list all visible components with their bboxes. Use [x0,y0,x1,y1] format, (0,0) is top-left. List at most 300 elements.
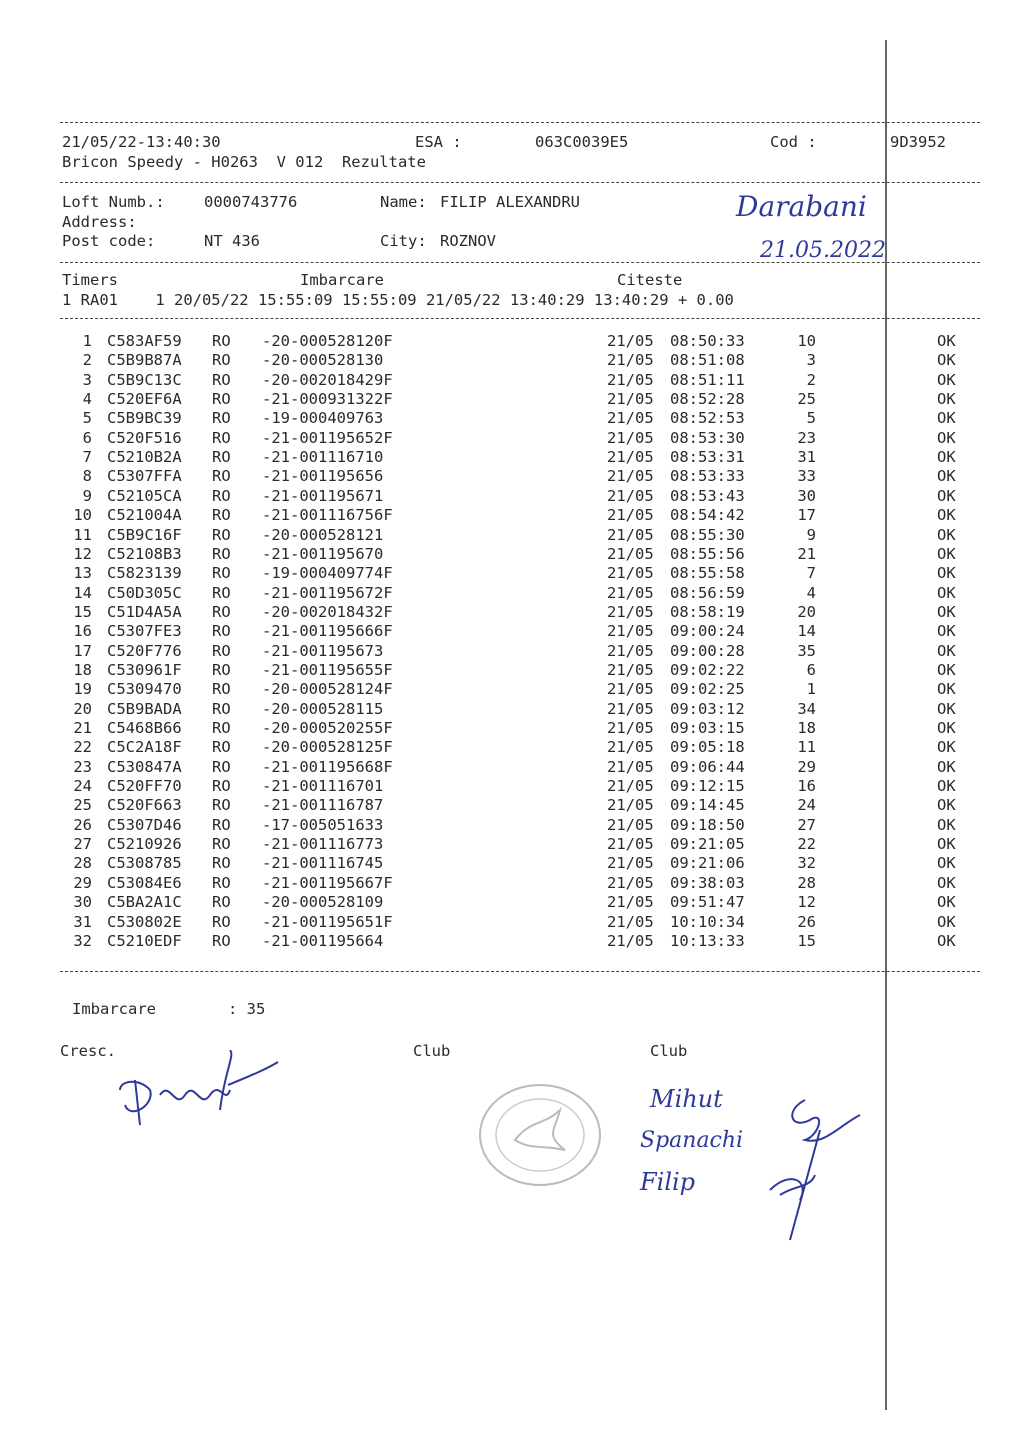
table-row [0,913,1024,933]
ring-number: -21-001195667F [262,873,393,892]
position: 17 [797,506,816,525]
table-row [0,738,1024,758]
address-label: Address: [62,213,137,231]
arrival-time: 08:50:33 [670,332,745,350]
country-code: RO [212,564,231,583]
status-ok: OK [937,893,956,912]
arrival-date: 21/05 [607,912,654,931]
arrival-date: 21/05 [607,873,654,892]
status-ok: OK [937,835,956,854]
position: 22 [797,835,816,854]
arrival-date: 21/05 [607,486,654,505]
status-ok: OK [937,486,956,505]
position: 30 [797,486,816,505]
arrival-time: 09:06:44 [670,757,745,776]
position: 1 [806,680,816,699]
row-number: 23 [73,757,92,776]
arrival-time: 08:55:56 [670,544,745,563]
status-ok: OK [937,544,956,563]
row-number: 14 [73,583,92,602]
signature-name-1: Mihut [650,1085,723,1113]
position: 27 [797,815,816,834]
device-line: Bricon Speedy - H0263 V 012 Rezultate [62,153,426,171]
row-number: 21 [73,719,92,737]
chip-id: C5210B2A [107,448,182,467]
arrival-time: 10:13:33 [670,931,745,950]
handwritten-place: Darabani [736,190,867,223]
arrival-date: 21/05 [607,583,654,602]
position: 6 [806,660,816,679]
arrival-date: 21/05 [607,506,654,525]
arrival-time: 08:53:30 [670,428,745,447]
separator-timers [60,318,980,319]
table-row [0,564,1024,584]
arrival-time: 08:51:11 [670,370,745,389]
arrival-date: 21/05 [607,525,654,544]
row-number: 18 [73,660,92,679]
chip-id: C5B9BADA [107,699,182,718]
country-code: RO [212,912,231,931]
table-row [0,874,1024,894]
arrival-date: 21/05 [607,757,654,776]
status-ok: OK [937,796,956,815]
table-row [0,429,1024,449]
country-code: RO [212,738,231,757]
chip-id: C521004A [107,506,182,525]
city-label: City: [380,232,427,250]
arrival-time: 09:02:25 [670,680,745,699]
country-code: RO [212,525,231,544]
imbarcare-total-value: : 35 [228,1000,266,1018]
position: 14 [797,622,816,641]
table-row [0,448,1024,468]
post-code-value: NT 436 [204,232,260,250]
arrival-date: 21/05 [607,622,654,641]
country-code: RO [212,893,231,912]
position: 5 [806,409,816,428]
arrival-time: 09:00:28 [670,641,745,660]
table-row [0,332,1024,352]
arrival-date: 21/05 [607,448,654,467]
separator-loft [60,262,980,263]
status-ok: OK [937,680,956,699]
ring-number: -19-000409763 [262,409,384,428]
ring-number: -20-000528124F [262,680,393,699]
table-row [0,545,1024,565]
status-ok: OK [937,564,956,583]
table-row [0,584,1024,604]
table-row [0,409,1024,429]
row-number: 20 [73,699,92,718]
imbarcare-header: Imbarcare [300,271,384,289]
status-ok: OK [937,409,956,428]
signature-club [730,1090,870,1250]
arrival-time: 08:55:58 [670,564,745,583]
table-row [0,680,1024,700]
ring-number: -21-001116787 [262,796,384,815]
chip-id: C520FF70 [107,777,182,796]
print-datetime: 21/05/22-13:40:30 [62,133,221,151]
chip-id: C520F776 [107,641,182,660]
timers-label: Timers [62,271,118,289]
row-number: 3 [82,370,92,389]
chip-id: C520F663 [107,796,182,815]
row-number: 26 [73,815,92,834]
arrival-time: 09:05:18 [670,738,745,757]
ring-number: -21-001195671 [262,486,384,505]
timer-line: 1 RA01 1 20/05/22 15:55:09 15:55:09 21/05/22 13:40:29 13:40:29 + 0.00 [62,291,734,309]
arrival-time: 08:51:08 [670,351,745,370]
chip-id: C5210926 [107,835,182,854]
position: 2 [806,370,816,389]
chip-id: C5B9C13C [107,370,182,389]
arrival-date: 21/05 [607,332,654,350]
country-code: RO [212,448,231,467]
chip-id: C530847A [107,757,182,776]
ring-number: -20-000528125F [262,738,393,757]
country-code: RO [212,486,231,505]
chip-id: C5823139 [107,564,182,583]
esa-value: 063C0039E5 [535,133,629,151]
arrival-time: 08:52:53 [670,409,745,428]
arrival-time: 08:53:31 [670,448,745,467]
position: 11 [797,738,816,757]
status-ok: OK [937,351,956,370]
arrival-date: 21/05 [607,815,654,834]
status-ok: OK [937,854,956,873]
ring-number: -21-001195672F [262,583,393,602]
row-number: 32 [73,931,92,950]
row-number: 12 [73,544,92,563]
country-code: RO [212,660,231,679]
chip-id: C530802E [107,912,182,931]
status-ok: OK [937,873,956,892]
status-ok: OK [937,390,956,409]
table-row [0,487,1024,507]
ring-number: -21-001116773 [262,835,384,854]
position: 7 [806,564,816,583]
arrival-date: 21/05 [607,564,654,583]
arrival-date: 21/05 [607,719,654,737]
club-label-2: Club [650,1042,688,1060]
row-number: 1 [82,332,92,350]
ring-number: -21-001195666F [262,622,393,641]
signature-name-2: Spanachi [640,1128,744,1153]
chip-id: C50D305C [107,583,182,602]
position: 31 [797,448,816,467]
chip-id: C5B9C16F [107,525,182,544]
chip-id: C52108B3 [107,544,182,563]
table-row [0,661,1024,681]
arrival-time: 09:38:03 [670,873,745,892]
position: 25 [797,390,816,409]
country-code: RO [212,332,231,350]
row-number: 4 [82,390,92,409]
separator-header [60,182,980,183]
chip-id: C5C2A18F [107,738,182,757]
country-code: RO [212,622,231,641]
ring-number: -21-001195656 [262,467,384,486]
handwritten-date: 21.05.2022 [760,238,886,263]
status-ok: OK [937,602,956,621]
position: 3 [806,351,816,370]
table-row [0,700,1024,720]
ring-number: -21-001116701 [262,777,384,796]
chip-id: C583AF59 [107,332,182,350]
name-label: Name: [380,193,427,211]
arrival-date: 21/05 [607,390,654,409]
row-number: 7 [82,448,92,467]
arrival-time: 09:18:50 [670,815,745,834]
table-row [0,351,1024,371]
status-ok: OK [937,757,956,776]
table-row [0,835,1024,855]
position: 28 [797,873,816,892]
table-row [0,796,1024,816]
status-ok: OK [937,815,956,834]
arrival-time: 09:14:45 [670,796,745,815]
table-row [0,467,1024,487]
row-number: 30 [73,893,92,912]
ring-number: -21-001195668F [262,757,393,776]
status-ok: OK [937,506,956,525]
row-number: 9 [82,486,92,505]
country-code: RO [212,931,231,950]
status-ok: OK [937,641,956,660]
table-row [0,622,1024,642]
position: 35 [797,641,816,660]
status-ok: OK [937,370,956,389]
ring-number: -20-000528130 [262,351,384,370]
arrival-time: 08:55:30 [670,525,745,544]
country-code: RO [212,390,231,409]
table-row [0,932,1024,952]
table-row [0,816,1024,836]
chip-id: C530961F [107,660,182,679]
arrival-date: 21/05 [607,641,654,660]
status-ok: OK [937,931,956,950]
row-number: 25 [73,796,92,815]
country-code: RO [212,854,231,873]
country-code: RO [212,506,231,525]
chip-id: C52105CA [107,486,182,505]
table-row [0,526,1024,546]
position: 15 [797,931,816,950]
arrival-date: 21/05 [607,893,654,912]
ring-number: -21-000931322F [262,390,393,409]
chip-id: C5307FFA [107,467,182,486]
esa-label: ESA : [415,133,462,151]
ring-number: -21-001116756F [262,506,393,525]
row-number: 16 [73,622,92,641]
arrival-time: 09:02:22 [670,660,745,679]
row-number: 28 [73,854,92,873]
position: 12 [797,893,816,912]
status-ok: OK [937,719,956,737]
arrival-time: 08:58:19 [670,602,745,621]
country-code: RO [212,757,231,776]
ring-number: -21-001195664 [262,931,384,950]
row-number: 22 [73,738,92,757]
position: 23 [797,428,816,447]
table-row [0,603,1024,623]
row-number: 6 [82,428,92,447]
arrival-time: 10:10:34 [670,912,745,931]
arrival-date: 21/05 [607,680,654,699]
table-row [0,371,1024,391]
arrival-date: 21/05 [607,699,654,718]
row-number: 8 [82,467,92,486]
chip-id: C5468B66 [107,719,182,737]
arrival-date: 21/05 [607,351,654,370]
country-code: RO [212,680,231,699]
ring-number: -21-001116710 [262,448,384,467]
chip-id: C5309470 [107,680,182,699]
country-code: RO [212,409,231,428]
cod-value: 9D3952 [890,133,946,151]
country-code: RO [212,796,231,815]
club-label-1: Club [413,1042,451,1060]
ring-number: -21-001195652F [262,428,393,447]
arrival-date: 21/05 [607,409,654,428]
row-number: 5 [82,409,92,428]
arrival-time: 09:12:15 [670,777,745,796]
row-number: 27 [73,835,92,854]
status-ok: OK [937,583,956,602]
arrival-time: 09:00:24 [670,622,745,641]
position: 18 [797,719,816,737]
row-number: 10 [73,506,92,525]
arrival-time: 09:51:47 [670,893,745,912]
country-code: RO [212,428,231,447]
imbarcare-total-label: Imbarcare [72,1000,156,1018]
country-code: RO [212,815,231,834]
table-row [0,642,1024,662]
arrival-date: 21/05 [607,931,654,950]
chip-id: C5210EDF [107,931,182,950]
status-ok: OK [937,699,956,718]
arrival-date: 21/05 [607,835,654,854]
separator-top [60,122,980,123]
country-code: RO [212,835,231,854]
loft-number-label: Loft Numb.: [62,193,165,211]
table-row [0,854,1024,874]
chip-id: C5BA2A1C [107,893,182,912]
chip-id: C51D4A5A [107,602,182,621]
ring-number: -20-002018429F [262,370,393,389]
row-number: 2 [82,351,92,370]
status-ok: OK [937,777,956,796]
status-ok: OK [937,525,956,544]
position: 34 [797,699,816,718]
arrival-time: 08:53:33 [670,467,745,486]
country-code: RO [212,873,231,892]
country-code: RO [212,777,231,796]
ring-number: -21-001195651F [262,912,393,931]
row-number: 24 [73,777,92,796]
ring-number: -20-000528115 [262,699,384,718]
position: 10 [797,332,816,350]
country-code: RO [212,351,231,370]
cod-label: Cod : [770,133,817,151]
arrival-date: 21/05 [607,467,654,486]
position: 33 [797,467,816,486]
chip-id: C5B9BC39 [107,409,182,428]
status-ok: OK [937,622,956,641]
status-ok: OK [937,448,956,467]
position: 29 [797,757,816,776]
post-code-label: Post code: [62,232,156,250]
arrival-date: 21/05 [607,370,654,389]
chip-id: C5307FE3 [107,622,182,641]
status-ok: OK [937,467,956,486]
loft-number-value: 0000743776 [204,193,298,211]
city-value: ROZNOV [440,232,496,250]
arrival-time: 09:21:05 [670,835,745,854]
ring-number: -21-001116745 [262,854,384,873]
ring-number: -20-000528121 [262,525,384,544]
position: 24 [797,796,816,815]
arrival-time: 09:03:15 [670,719,745,737]
position: 26 [797,912,816,931]
arrival-time: 08:52:28 [670,390,745,409]
country-code: RO [212,641,231,660]
status-ok: OK [937,912,956,931]
status-ok: OK [937,428,956,447]
ring-number: -20-002018432F [262,602,393,621]
chip-id: C520F516 [107,428,182,447]
arrival-date: 21/05 [607,660,654,679]
row-number: 29 [73,873,92,892]
table-row [0,719,1024,739]
ring-number: -21-001195655F [262,660,393,679]
arrival-date: 21/05 [607,544,654,563]
arrival-time: 09:21:06 [670,854,745,873]
name-value: FILIP ALEXANDRU [440,193,580,211]
separator-bottom [60,971,980,972]
country-code: RO [212,370,231,389]
ring-number: -17-005051633 [262,815,384,834]
table-row [0,777,1024,797]
ring-number: -20-000520255F [262,719,393,737]
table-row [0,390,1024,410]
ring-number: -21-001195673 [262,641,384,660]
country-code: RO [212,699,231,718]
arrival-time: 08:53:43 [670,486,745,505]
country-code: RO [212,583,231,602]
arrival-date: 21/05 [607,602,654,621]
cresc-label: Cresc. [60,1042,116,1060]
table-row [0,758,1024,778]
signature-cresc [100,1050,280,1140]
signature-name-3: Filip [640,1168,696,1196]
country-code: RO [212,544,231,563]
chip-id: C520EF6A [107,390,182,409]
row-number: 31 [73,912,92,931]
arrival-date: 21/05 [607,428,654,447]
ring-number: -19-000409774F [262,564,393,583]
row-number: 17 [73,641,92,660]
arrival-time: 08:54:42 [670,506,745,525]
chip-id: C5B9B87A [107,351,182,370]
arrival-date: 21/05 [607,854,654,873]
chip-id: C53084E6 [107,873,182,892]
status-ok: OK [937,738,956,757]
position: 16 [797,777,816,796]
row-number: 11 [73,525,92,544]
position: 4 [806,583,816,602]
position: 9 [806,525,816,544]
